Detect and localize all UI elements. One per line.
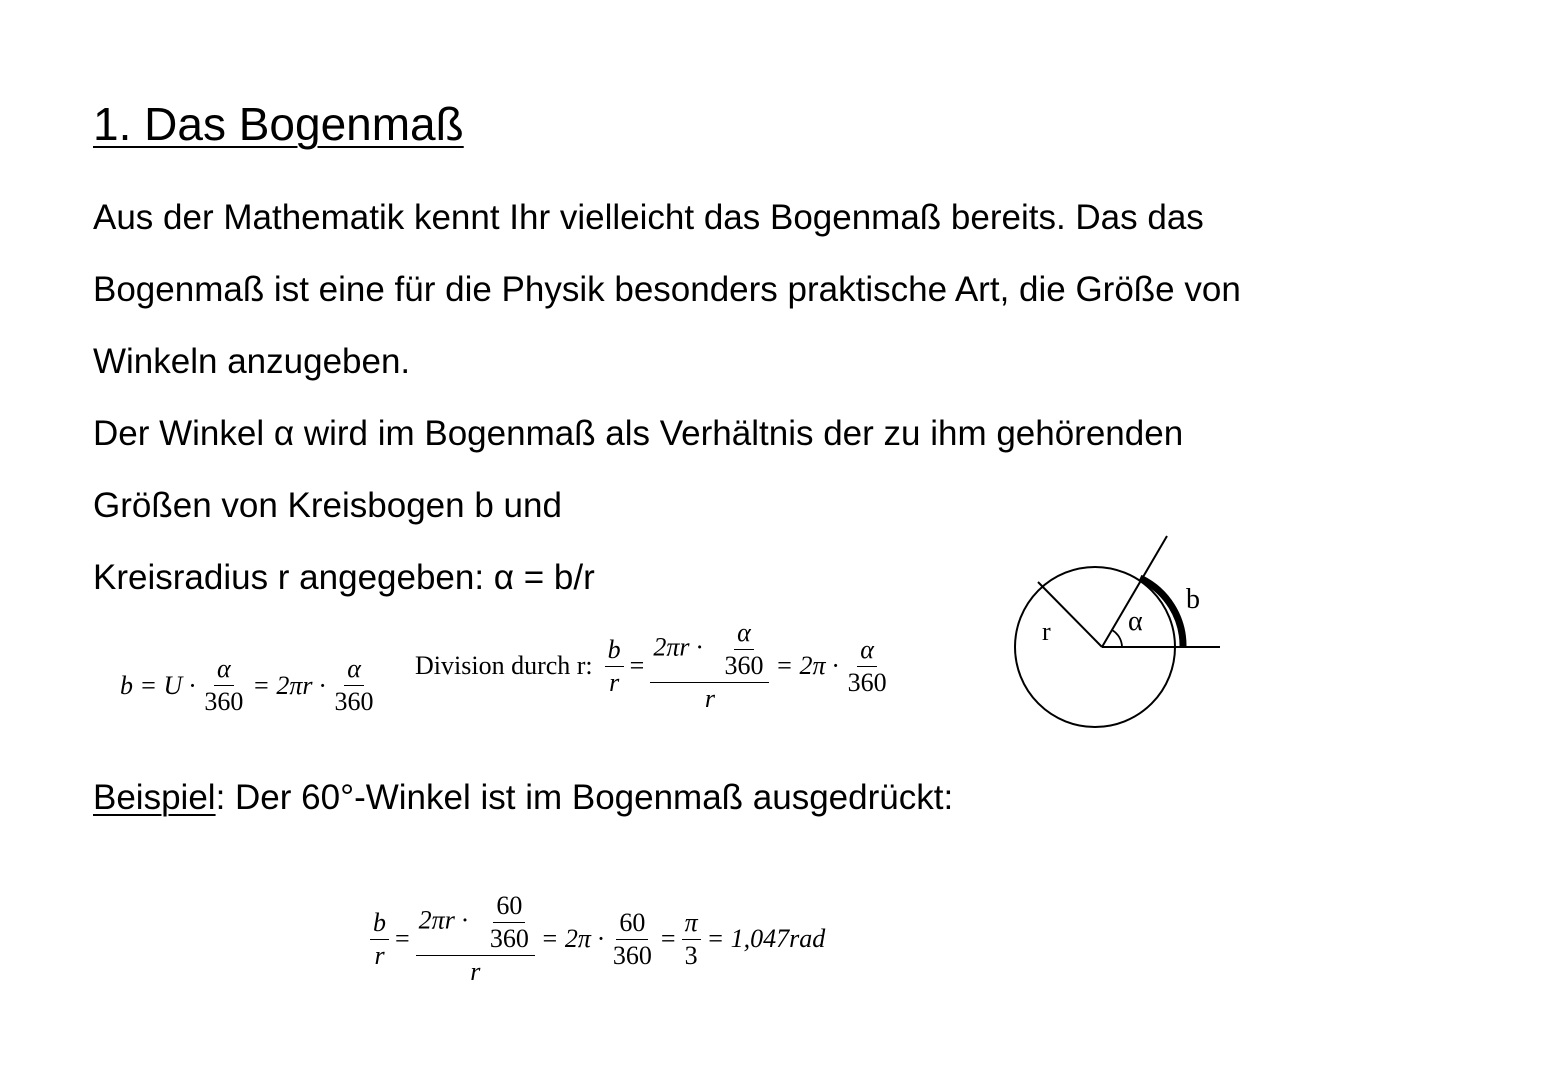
arc-b xyxy=(1140,578,1183,647)
paragraph-line-5: Größen von Kreisbogen b und xyxy=(93,486,562,525)
formula-example xyxy=(370,893,825,985)
fraction-b-r xyxy=(370,907,389,970)
fraction-denominator: 360 xyxy=(847,667,887,697)
label-r: r xyxy=(1042,617,1051,646)
fraction-numerator: α xyxy=(214,656,234,686)
compound-numerator-prefix: 2πr · xyxy=(418,905,468,935)
page-title: 1. Das Bogenmaß xyxy=(93,98,464,150)
fraction-60-360 xyxy=(610,907,655,970)
label-b: b xyxy=(1186,584,1200,615)
fraction-denominator: 360 xyxy=(334,687,374,716)
division-label: Division durch r: xyxy=(415,651,593,680)
fraction-numerator: π xyxy=(682,910,701,940)
formula-equals-2pir: = 2πr · xyxy=(252,670,326,700)
equals-sign-2: = xyxy=(660,924,676,953)
beispiel-line xyxy=(93,777,953,819)
fraction-numerator: α xyxy=(344,656,364,686)
fraction-b-r xyxy=(605,634,624,697)
fraction-alpha-360 xyxy=(201,656,246,715)
beispiel-word: Beispiel xyxy=(93,778,216,817)
paragraph-line-6: Kreisradius r angegeben: α = b/r xyxy=(93,558,595,597)
label-alpha: α xyxy=(1128,606,1143,637)
compound-numerator-prefix: 2πr · xyxy=(653,632,703,662)
fraction-compound xyxy=(416,893,535,985)
beispiel-text: : Der 60°-Winkel ist im Bogenmaß ausgedrückt: xyxy=(215,778,954,817)
formula-equals-2pi: = 2π · xyxy=(775,651,839,680)
formula-division xyxy=(415,620,890,712)
fraction-inner xyxy=(487,893,532,952)
compound-denominator: r xyxy=(704,684,715,713)
fraction-denominator: 360 xyxy=(612,940,652,970)
paragraph-line-2: Bogenmaß ist eine für die Physik besonders praktische Art, die Größe von xyxy=(93,270,1241,309)
fraction-numerator: b xyxy=(370,910,389,940)
formula-lhs: b = U · xyxy=(120,670,196,700)
fraction-numerator: b xyxy=(605,637,624,667)
fraction-compound xyxy=(650,620,769,712)
paragraph-line-4: Der Winkel α wird im Bogenmaß als Verhältnis der zu ihm gehörenden xyxy=(93,414,1184,453)
formula-result: = 1,047rad xyxy=(706,924,826,953)
fraction-denominator: r xyxy=(609,667,620,697)
fraction-inner xyxy=(721,620,766,679)
fraction-denominator: 360 xyxy=(724,651,764,680)
equals-sign: = xyxy=(629,651,645,680)
equals-sign: = xyxy=(395,924,410,953)
fraction-pi-3 xyxy=(682,907,701,970)
fraction-denominator: 360 xyxy=(489,924,529,953)
paragraph-line-3: Winkeln anzugeben. xyxy=(93,342,411,381)
fraction-alpha-360-3 xyxy=(845,634,890,697)
formula-arc-length xyxy=(120,656,377,715)
fraction-denominator: 3 xyxy=(684,940,698,970)
circle-angle-diagram xyxy=(1010,530,1240,730)
fraction-denominator: r xyxy=(374,940,385,970)
fraction-denominator: 360 xyxy=(204,687,244,716)
fraction-numerator: α xyxy=(734,620,754,650)
fraction-alpha-360-2 xyxy=(332,656,377,715)
formula-equals-2pi: = 2π · xyxy=(540,924,604,953)
fraction-numerator: 60 xyxy=(616,910,648,940)
angle-arc xyxy=(1112,630,1122,647)
fraction-numerator: 60 xyxy=(493,893,525,923)
fraction-numerator: α xyxy=(857,637,877,667)
compound-denominator: r xyxy=(470,957,481,986)
paragraph-line-1: Aus der Mathematik kennt Ihr vielleicht das Bogenmaß bereits. Das das xyxy=(93,198,1204,237)
